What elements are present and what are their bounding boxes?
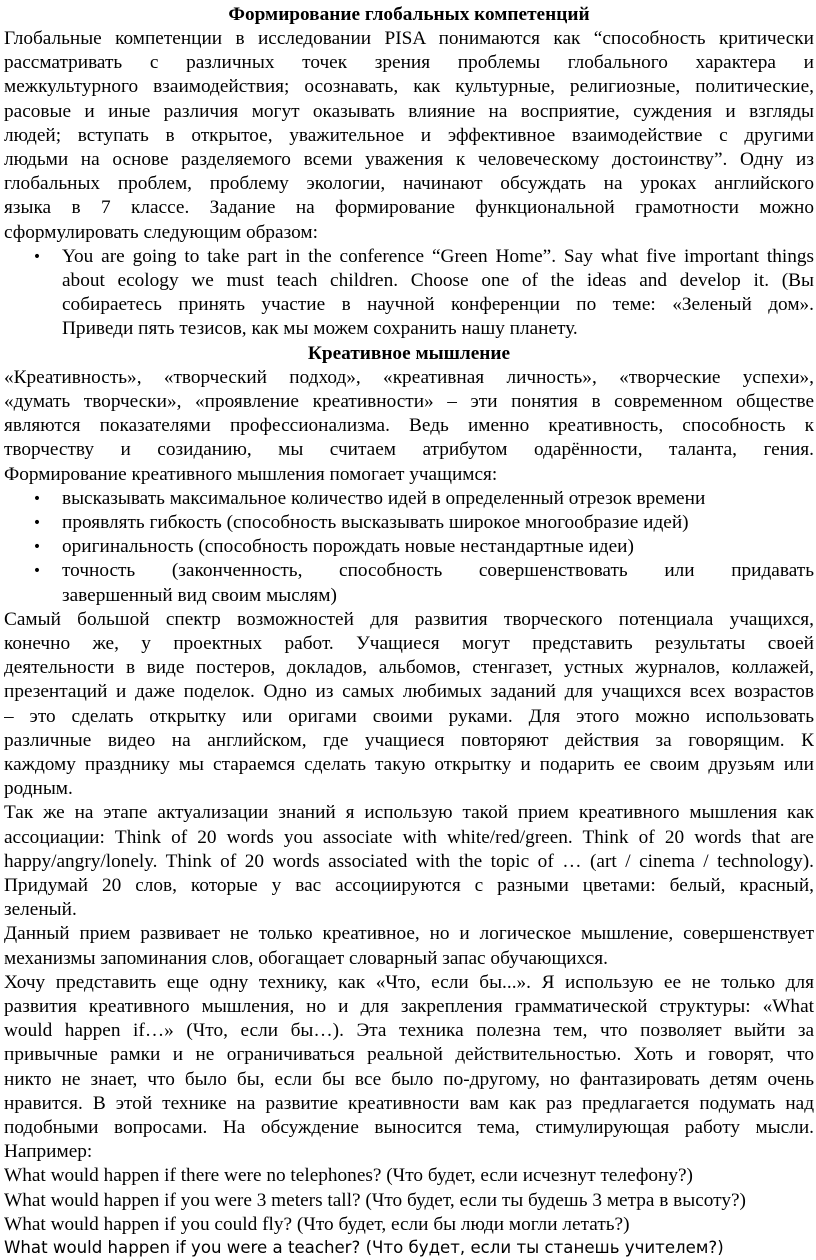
paragraph-line: развития креативного мышления, но и для закрепления грамматической структуры: «What — [4, 996, 814, 1017]
paragraph-line: привычные рамки и не ограничиваться реальной действительностью. Хоть и говорят, что — [4, 1044, 814, 1066]
paragraph-line: деятельности в виде постеров, докладов, альбомов, стенгазет, устных журналов, коллажей, — [4, 657, 814, 679]
paragraph-line: зеленый. — [4, 899, 77, 921]
example-question: What would happen if you could fly? (Что будет, если бы люди могли летать?) — [4, 1213, 630, 1235]
paragraph-line: ассоциации: Think of 20 words you associate with white/red/green. Think of 20 words that are — [4, 826, 814, 848]
example-question: What would happen if there were no telephones? (Что будет, если исчезнут телефону?) — [4, 1165, 693, 1187]
bullet-icon: • — [32, 563, 42, 580]
paragraph-line: межкультурного взаимодействия; осознавать, как культурные, религиозные, политические, — [4, 76, 814, 98]
skill-item-continuation: завершенный вид своим мыслям) — [62, 584, 337, 606]
paragraph-line: расовые и иные различия могут оказывать влияние на восприятие, суждения и взгляды — [4, 100, 814, 122]
bullet-icon: • — [32, 490, 42, 507]
paragraph-line: «Креативность», «творческий подход», «креативная личность», «творческие успехи», — [4, 366, 814, 388]
paragraph-line: Данный прием развивает не только креативное, но и логическое мышление, совершенствует — [4, 923, 814, 945]
bullet-icon: • — [32, 515, 42, 531]
paragraph-line: глобальных проблем, проблему экологии, начинают обсуждать на уроках английского — [4, 173, 814, 195]
paragraph-line: являются показателями профессионализма. Ведь именно креативность, способность к — [4, 415, 814, 437]
paragraph-line: сформулировать следующим образом: — [4, 221, 318, 243]
paragraph-line: людьми на основе разделяемого всеми уважения к человеческому достоинству”. Одну из — [4, 149, 814, 170]
paragraph-line: различные видео на английском, где учащиеся повторяют действия за говорящим. К — [4, 729, 814, 751]
example-question: What would happen if you were 3 meters tall? (Что будет, если ты будешь 3 метра в высоту?) — [4, 1189, 746, 1211]
heading-global-competences: Формирование глобальных компетенций — [228, 4, 590, 25]
paragraph-line: Так же на этапе актуализации знаний я использую такой прием креативного мышления как — [4, 802, 814, 824]
paragraph-line: творчеству и созиданию, мы считаем атрибутом одарённости, таланта, гения. — [4, 439, 814, 461]
paragraph-line: людей; вступать в открытое, уважительное и эффективное взаимодействие с другими — [4, 124, 814, 146]
paragraph-line: «думать творчески», «проявление креативности» – эти понятия в современном обществе — [4, 391, 814, 412]
paragraph-line: – это сделать открытку или оригами своими руками. Для этого можно использовать — [4, 705, 814, 727]
task-bullet-line: You are going to take part in the conference “Green Home”. Say what five important things — [62, 245, 814, 267]
example-question-last: What would happen if you were a teacher? (Что будет, если ты станешь учителем?) — [4, 1238, 724, 1257]
paragraph-line: родным. — [4, 778, 73, 800]
paragraph-line: Глобальные компетенции в исследовании PISA понимаются как “способность критически — [4, 28, 814, 49]
bullet-icon: • — [32, 539, 42, 556]
bullet-icon: • — [32, 248, 42, 265]
skill-item: высказывать максимальное количество идей в определенный отрезок времени — [62, 487, 706, 509]
skill-item: оригинальность (способность порождать новые нестандартные идеи) — [62, 536, 634, 558]
paragraph-line: конечно же, у проектных работ. Учащиеся могут представить результаты своей — [4, 633, 814, 654]
task-bullet-line: about ecology we must teach children. Choose one of the ideas and develop it. (Вы — [62, 270, 814, 291]
paragraph-line: подобными вопросами. На обсуждение выносится тема, стимулирующая работу мысли. — [4, 1117, 814, 1138]
paragraph-line: нравится. В этой технике на развитие креативности вам как раз предлагается подумать над — [4, 1092, 814, 1114]
paragraph-line: никто не знает, что было бы, если бы все было по-другому, но фантазировать детям очень — [4, 1068, 814, 1090]
paragraph-line: happy/angry/lonely. Think of 20 words associated with the topic of … (art / cinema / technology). — [4, 850, 814, 872]
paragraph-line: Например: — [4, 1141, 93, 1163]
paragraph-line: Придумай 20 слов, которые у вас ассоциируются с разными цветами: белый, красный, — [4, 875, 814, 896]
paragraph-line: Хочу представить еще одну технику, как «Что, если бы...». Я использую ее не только для — [4, 971, 814, 993]
task-bullet-line: собираетесь принять участие в научной конференции по теме: «Зеленый дом». — [62, 294, 814, 316]
paragraph-line: рассматривать с различных точек зрения проблемы глобального характера и — [4, 52, 814, 74]
paragraph-line: языка в 7 классе. Задание на формирование функциональной грамотности можно — [4, 197, 814, 219]
skill-item: точность (законченность, способность совершенствовать или придавать — [62, 560, 814, 582]
paragraph-line: презентаций и даже поделок. Одно из самых любимых заданий для учащихся всех возрастов — [4, 681, 814, 703]
paragraph-line: каждому празднику мы стараемся сделать такую открытку и подарить ее своим друзьям или — [4, 754, 814, 775]
paragraph-line: Самый большой спектр возможностей для развития творческого потенциала учащихся, — [4, 608, 814, 630]
paragraph-line: механизмы запоминания слов, обогащает словарный запас обучающихся. — [4, 947, 608, 969]
heading-creative-thinking: Креативное мышление — [307, 342, 511, 364]
task-bullet-line: Приведи пять тезисов, как мы можем сохранить нашу планету. — [62, 318, 578, 340]
paragraph-line: would happen if…» (Что, если бы…). Эта техника полезна тем, что позволяет выйти за — [4, 1020, 814, 1042]
paragraph-line: Формирование креативного мышления помогает учащимся: — [4, 463, 498, 485]
skill-item: проявлять гибкость (способность высказывать широкое многообразие идей) — [62, 512, 689, 533]
